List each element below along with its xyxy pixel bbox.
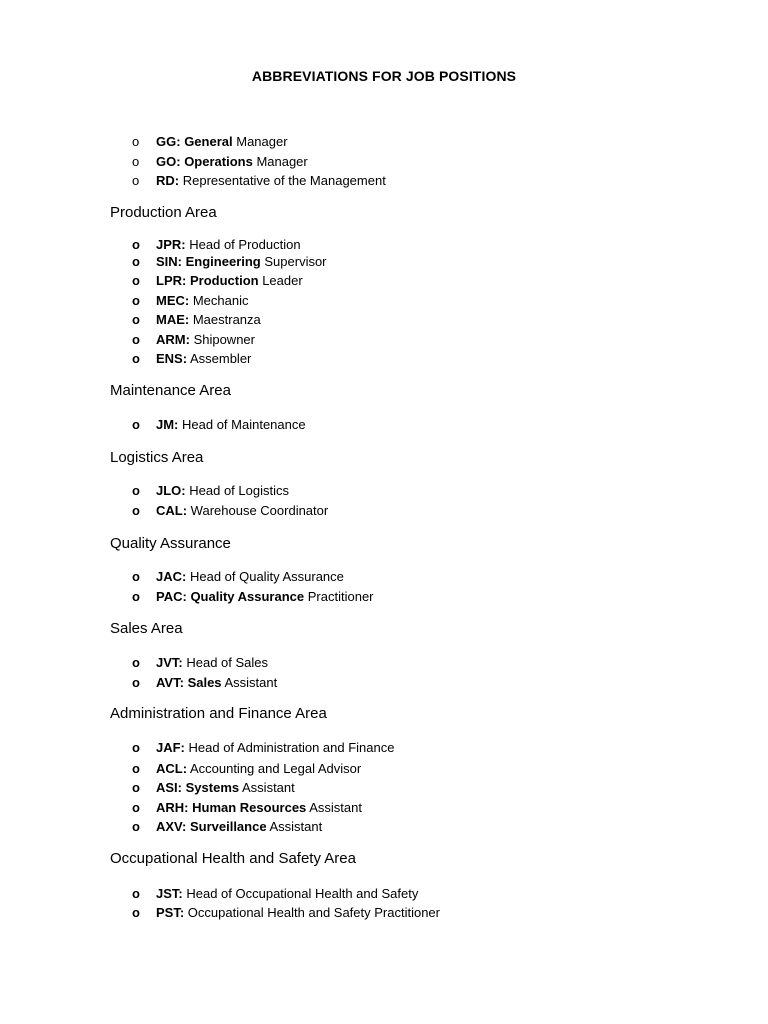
- list-bullet: o: [132, 134, 140, 149]
- list-bullet: o: [132, 417, 140, 432]
- list-item: [0, 252, 768, 271]
- list-item: [0, 501, 768, 520]
- section-heading: Sales Area: [110, 620, 183, 637]
- section-heading: Maintenance Area: [110, 382, 231, 399]
- list-bullet: o: [132, 569, 140, 584]
- list-item: [0, 778, 768, 797]
- position-name: Manager: [256, 154, 308, 169]
- list-item-text: [156, 349, 251, 368]
- list-item: [0, 171, 768, 190]
- abbreviation-code: AXV:: [156, 819, 187, 834]
- list-item: [0, 291, 768, 310]
- list-item-text: [156, 252, 327, 271]
- list-item-text: [156, 171, 386, 190]
- position-name: Head of Occupational Health and Safety: [186, 886, 419, 901]
- list-bullet: o: [132, 905, 140, 920]
- list-item-text: [156, 738, 394, 757]
- position-name: Occupational Health and Safety Practitioner: [187, 905, 440, 920]
- list-item-text: [156, 271, 303, 290]
- position-name: Practitioner: [307, 589, 374, 604]
- abbreviation-code: JAC:: [156, 569, 187, 584]
- position-name: Assistant: [224, 675, 278, 690]
- list-bullet: o: [132, 780, 140, 795]
- abbreviation-code: JLO:: [156, 483, 186, 498]
- list-item: [0, 310, 768, 329]
- abbreviation-code: PST:: [156, 905, 185, 920]
- emphasized-term: Engineering: [185, 254, 261, 269]
- position-name: Head of Maintenance: [182, 417, 306, 432]
- list-item-text: [156, 501, 328, 520]
- abbreviation-code: GG:: [156, 134, 181, 149]
- list-item: [0, 152, 768, 171]
- list-item: [0, 738, 768, 757]
- section-heading: Quality Assurance: [110, 535, 231, 552]
- abbreviation-code: MEC:: [156, 293, 190, 308]
- position-name: Leader: [262, 273, 303, 288]
- list-item-text: [156, 798, 362, 817]
- list-item-text: [156, 884, 418, 903]
- list-item: [0, 798, 768, 817]
- list-item-text: [156, 778, 295, 797]
- list-item-text: [156, 291, 248, 310]
- list-item-text: [156, 481, 289, 500]
- list-item: [0, 884, 768, 903]
- list-item-text: [156, 673, 277, 692]
- abbreviation-code: ENS:: [156, 351, 188, 366]
- position-name: Manager: [236, 134, 288, 149]
- abbreviation-code: RD:: [156, 173, 180, 188]
- emphasized-term: Surveillance: [189, 819, 267, 834]
- list-item: [0, 330, 768, 349]
- position-name: Head of Administration and Finance: [188, 740, 395, 755]
- abbreviation-code: LPR:: [156, 273, 187, 288]
- abbreviation-code: ARH:: [156, 800, 189, 815]
- abbreviation-code: JAF:: [156, 740, 185, 755]
- emphasized-term: Systems: [185, 780, 240, 795]
- document-title: ABBREVIATIONS FOR JOB POSITIONS: [251, 68, 517, 84]
- abbreviation-code: ARM:: [156, 332, 190, 347]
- emphasized-term: General: [184, 134, 233, 149]
- position-name: Assistant: [269, 819, 323, 834]
- list-item-text: [156, 152, 308, 171]
- abbreviation-code: ACL:: [156, 761, 188, 776]
- position-name: Assistant: [309, 800, 362, 815]
- abbreviation-code: JST:: [156, 886, 183, 901]
- list-item-text: [156, 330, 255, 349]
- list-bullet: o: [132, 655, 140, 670]
- list-bullet: o: [132, 675, 140, 690]
- list-bullet: o: [132, 273, 140, 288]
- list-bullet: o: [132, 254, 140, 269]
- position-name: Mechanic: [192, 293, 249, 308]
- list-bullet: o: [132, 237, 140, 252]
- list-item-text: [156, 415, 306, 434]
- list-item: [0, 653, 768, 672]
- list-item: [0, 759, 768, 778]
- position-name: Head of Production: [189, 237, 301, 252]
- list-item-text: [156, 310, 261, 329]
- list-bullet: o: [132, 154, 140, 169]
- list-bullet: o: [132, 589, 140, 604]
- list-item-text: [156, 653, 268, 672]
- list-bullet: o: [132, 351, 140, 366]
- position-name: Supervisor: [264, 254, 327, 269]
- list-bullet: o: [132, 819, 140, 834]
- abbreviation-code: JPR:: [156, 237, 186, 252]
- emphasized-term: Quality Assurance: [190, 589, 305, 604]
- section-heading: Production Area: [110, 204, 217, 221]
- emphasized-term: Sales: [187, 675, 222, 690]
- position-name: Representative of the Management: [182, 173, 386, 188]
- position-name: Warehouse Coordinator: [190, 503, 329, 518]
- position-name: Head of Sales: [186, 655, 269, 670]
- list-item: [0, 817, 768, 836]
- position-name: Shipowner: [193, 332, 255, 347]
- list-item: [0, 903, 768, 922]
- section-heading: Administration and Finance Area: [110, 705, 327, 722]
- abbreviation-code: SIN:: [156, 254, 182, 269]
- abbreviation-code: JM:: [156, 417, 179, 432]
- list-item-text: [156, 132, 288, 151]
- list-item: [0, 415, 768, 434]
- abbreviation-code: GO:: [156, 154, 181, 169]
- list-bullet: o: [132, 173, 140, 188]
- section-heading: Occupational Health and Safety Area: [110, 850, 356, 867]
- section-heading: Logistics Area: [110, 449, 204, 466]
- emphasized-term: Production: [189, 273, 259, 288]
- list-bullet: o: [132, 761, 140, 776]
- list-item: [0, 349, 768, 368]
- list-item: [0, 271, 768, 290]
- position-name: Assembler: [189, 351, 252, 366]
- list-item-text: [156, 759, 361, 778]
- list-item-text: [156, 817, 322, 836]
- abbreviation-code: ASI:: [156, 780, 182, 795]
- list-bullet: o: [132, 483, 140, 498]
- emphasized-term: Operations: [184, 154, 253, 169]
- list-bullet: o: [132, 503, 140, 518]
- list-bullet: o: [132, 332, 140, 347]
- abbreviation-code: MAE:: [156, 312, 190, 327]
- list-bullet: o: [132, 886, 140, 901]
- abbreviation-code: CAL:: [156, 503, 188, 518]
- position-name: Maestranza: [192, 312, 261, 327]
- list-item: [0, 132, 768, 151]
- list-item-text: [156, 903, 440, 922]
- position-name: Head of Quality Assurance: [189, 569, 344, 584]
- list-item: [0, 587, 768, 606]
- list-bullet: o: [132, 800, 140, 815]
- list-item: [0, 673, 768, 692]
- list-bullet: o: [132, 293, 140, 308]
- position-name: Head of Logistics: [189, 483, 289, 498]
- position-name: Accounting and Legal Advisor: [189, 761, 362, 776]
- list-bullet: o: [132, 312, 140, 327]
- emphasized-term: Human Resources: [192, 800, 307, 815]
- list-bullet: o: [132, 740, 140, 755]
- list-item: [0, 567, 768, 586]
- abbreviation-code: PAC:: [156, 589, 187, 604]
- abbreviation-code: AVT:: [156, 675, 184, 690]
- abbreviation-code: JVT:: [156, 655, 183, 670]
- list-item-text: [156, 587, 374, 606]
- list-item-text: [156, 567, 344, 586]
- list-item: [0, 481, 768, 500]
- position-name: Assistant: [242, 780, 295, 795]
